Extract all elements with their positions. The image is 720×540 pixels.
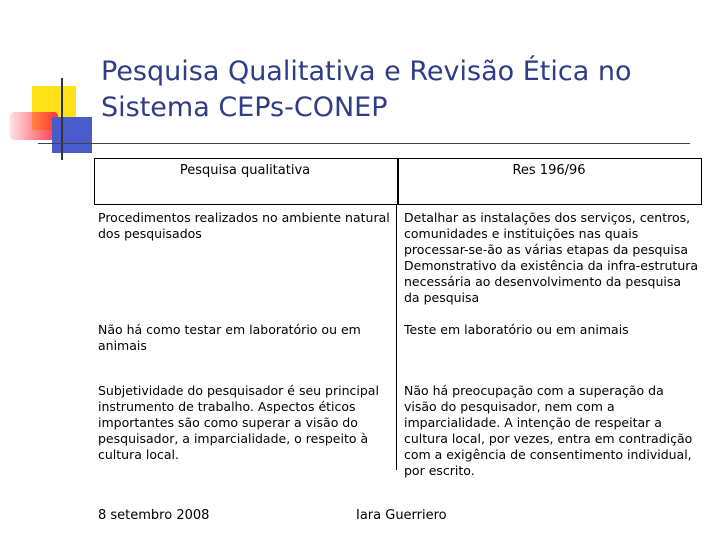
slide-title: Pesquisa Qualitativa e Revisão Ética no Sistema CEPs-CONEP: [101, 56, 632, 123]
table-column-divider: [396, 205, 397, 470]
table-row-2-right: Teste em laboratório ou em animais: [404, 322, 629, 337]
table-row-1-left: Procedimentos realizados no ambiente natural dos pesquisados: [98, 210, 390, 241]
table-header-qualitative: Pesquisa qualitativa: [179, 163, 311, 178]
table-row-3-left: Subjetividade do pesquisador é seu principal instrumento de trabalho. Aspectos éticos importantes são como superar a visão do pesquisador, a imparcialidade, o respeito à cultura local.: [98, 383, 379, 462]
decor-blue-square: [52, 117, 92, 153]
table-row-2-left: Não há como testar em laboratório ou em animais: [98, 322, 361, 353]
table-row-3-right: Não há preocupação com a superação da visão do pesquisador, nem com a imparcialidade. A intenção de respeitar a cultura local, por vezes, entra em contradição com a exigência de consentimento individual, por escrito.: [404, 383, 693, 478]
decor-vertical-line: [61, 78, 63, 160]
table-row-1-right: Detalhar as instalações dos serviços, centros, comunidades e instituições nas quais processar-se-ão as várias etapas da pesquisa Demonstrativo da existência da infra-estrutura necessária ao desenvolvimento da pesquisa da pesquisa: [404, 210, 699, 305]
table-header-res: Res 196/96: [512, 163, 586, 178]
decor-red-bar: [10, 112, 58, 140]
footer-date: 8 setembro 2008: [98, 508, 210, 523]
decor-horizontal-line: [38, 143, 690, 144]
footer-author: Iara Guerriero: [356, 508, 447, 523]
